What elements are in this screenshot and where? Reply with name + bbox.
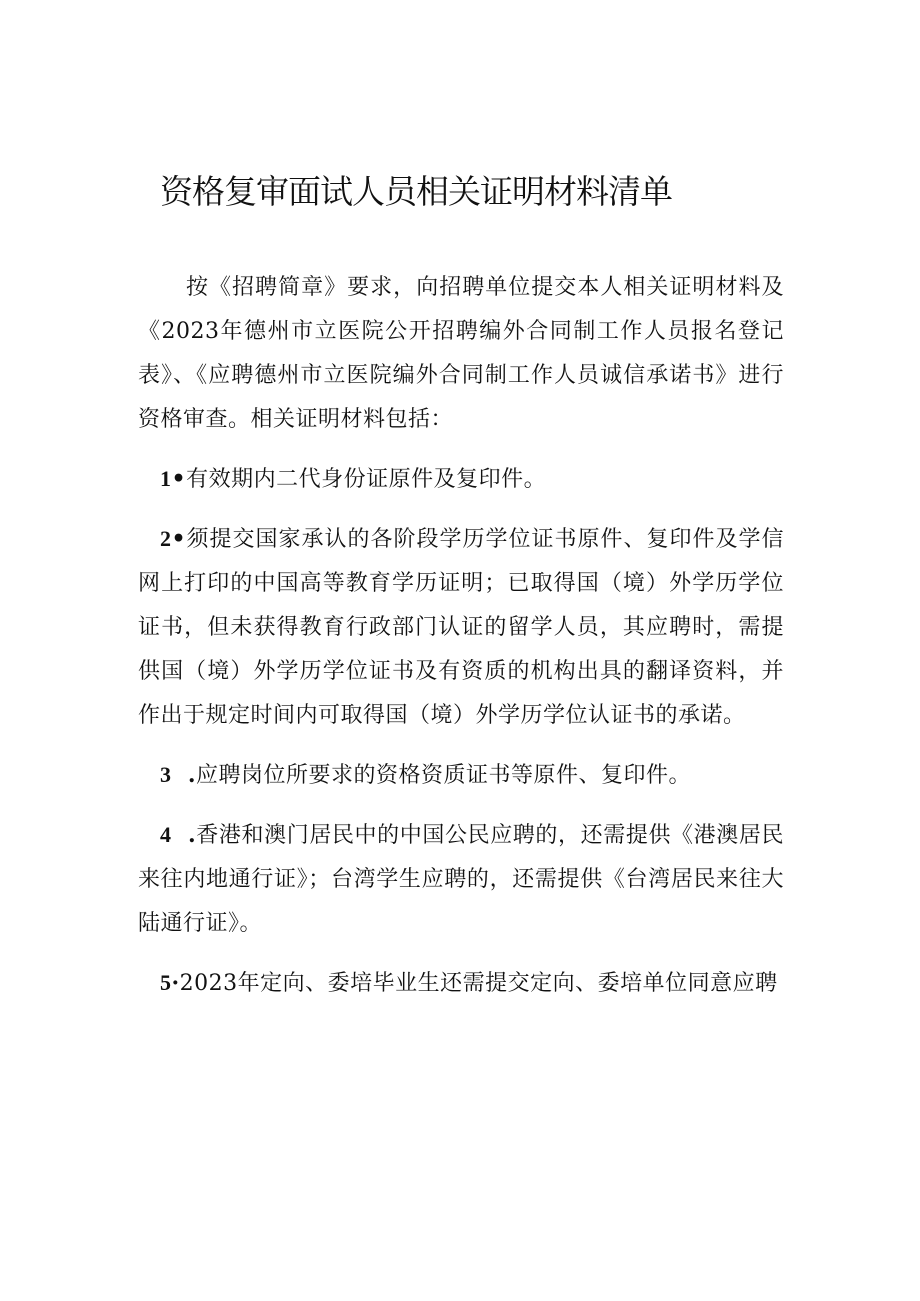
item-number: 1 [160, 466, 172, 491]
list-item [138, 457, 784, 502]
item-number: 4 [160, 822, 172, 847]
item-text: 有效期内二代身份证原件及复印件。 [186, 467, 547, 492]
item-text: 应聘岗位所要求的资格资质证书等原件、复印件。 [195, 763, 691, 788]
item-separator: · [171, 970, 180, 996]
item-separator: • [171, 526, 187, 552]
item-separator: . [171, 762, 196, 788]
item-number: 5 [160, 970, 172, 995]
intro-paragraph: 按《招聘简章》要求，向招聘单位提交本人相关证明材料及《2023年德州市立医院公开招聘编外合同制工作人员报名登记表》、《应聘德州市立医院编外合同制工作人员诚信承诺书》进行资格审查。相关证明材料包括： [138, 275, 784, 432]
item-text: 2023年定向、委培毕业生还需提交定向、委培单位同意应聘 [179, 971, 778, 996]
item-separator: • [171, 466, 187, 492]
list-item [138, 961, 784, 1006]
item-number: 3 [160, 762, 172, 787]
item-number: 2 [160, 526, 172, 551]
item-separator: . [171, 822, 197, 848]
list-item [138, 813, 784, 946]
item-text: 须提交国家承认的各阶段学历学位证书原件、复印件及学信网上打印的中国高等教育学历证明；已取得国（境）外学历学位证书，但未获得教育行政部门认证的留学人员，其应聘时，需提供国（境）外学历学位证书及有资质的机构出具的翻译资料，并作出于规定时间内可取得国（境）外学历学位认证书的承诺。 [138, 527, 784, 728]
document-body [138, 266, 784, 1021]
document-title: 资格复审面试人员相关证明材料清单 [160, 172, 672, 211]
item-text: 香港和澳门居民中的中国公民应聘的，还需提供《港澳居民来往内地通行证》；台湾学生应聘的，还需提供《台湾居民来往大陆通行证》。 [138, 823, 784, 936]
list-item [138, 517, 784, 738]
list-item [138, 753, 784, 798]
